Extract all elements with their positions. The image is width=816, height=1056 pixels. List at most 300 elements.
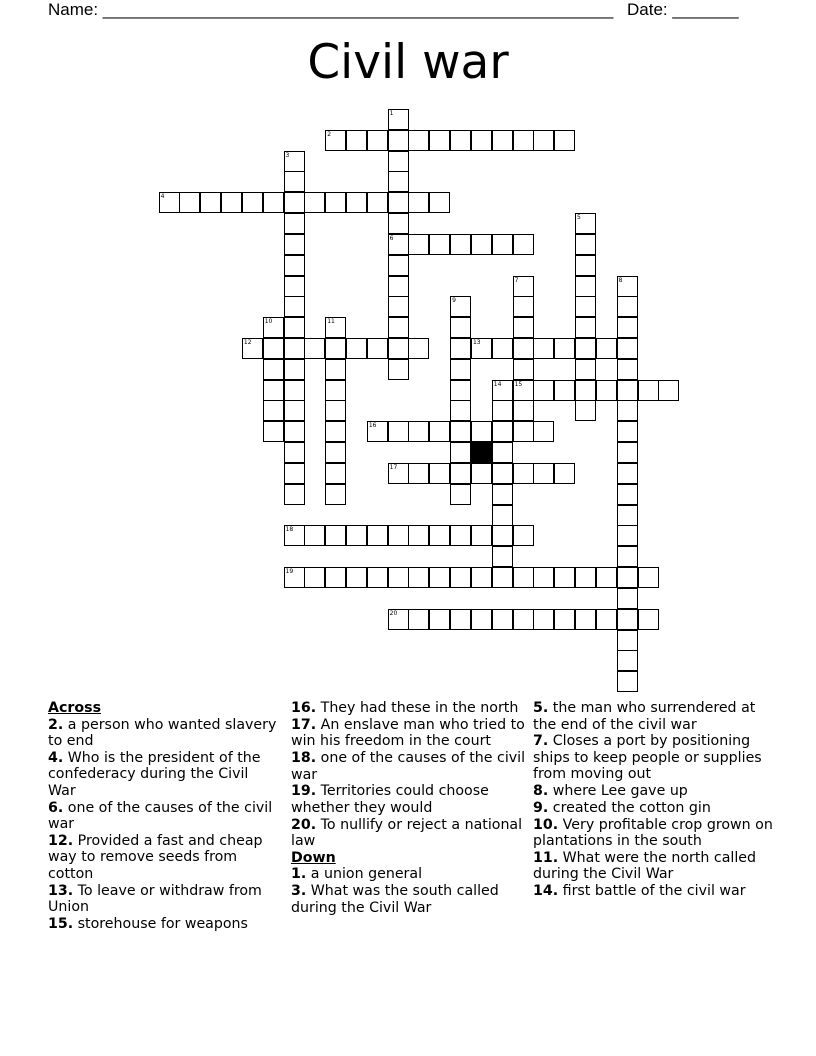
crossword-cell[interactable] bbox=[513, 525, 534, 546]
cell-letter-input[interactable] bbox=[389, 131, 408, 150]
crossword-cell[interactable] bbox=[429, 234, 450, 255]
cell-letter-input[interactable] bbox=[618, 547, 637, 566]
crossword-cell[interactable] bbox=[325, 484, 346, 505]
crossword-cell[interactable] bbox=[450, 234, 471, 255]
cell-letter-input[interactable] bbox=[347, 568, 366, 587]
crossword-cell[interactable] bbox=[492, 525, 513, 546]
cell-letter-input[interactable] bbox=[409, 339, 428, 358]
cell-letter-input[interactable] bbox=[514, 339, 533, 358]
cell-letter-input[interactable] bbox=[659, 381, 678, 400]
crossword-cell[interactable] bbox=[513, 421, 534, 442]
crossword-cell[interactable] bbox=[513, 317, 534, 338]
crossword-cell[interactable] bbox=[200, 192, 221, 213]
crossword-cell[interactable] bbox=[263, 359, 284, 380]
crossword-cell[interactable] bbox=[388, 276, 409, 297]
cell-letter-input[interactable] bbox=[305, 339, 324, 358]
cell-letter-input[interactable] bbox=[326, 401, 345, 420]
cell-letter-input[interactable] bbox=[618, 568, 637, 587]
cell-letter-input[interactable] bbox=[639, 568, 658, 587]
crossword-cell[interactable] bbox=[346, 338, 367, 359]
cell-letter-input[interactable] bbox=[326, 568, 345, 587]
cell-letter-input[interactable] bbox=[576, 235, 595, 254]
cell-letter-input[interactable] bbox=[514, 526, 533, 545]
crossword-cell[interactable] bbox=[284, 400, 305, 421]
crossword-cell[interactable] bbox=[304, 338, 325, 359]
crossword-cell[interactable] bbox=[284, 171, 305, 192]
crossword-cell[interactable] bbox=[617, 505, 638, 526]
cell-letter-input[interactable] bbox=[285, 256, 304, 275]
cell-letter-input[interactable] bbox=[472, 339, 491, 358]
crossword-cell[interactable] bbox=[596, 567, 617, 588]
crossword-cell[interactable] bbox=[471, 567, 492, 588]
cell-letter-input[interactable] bbox=[618, 485, 637, 504]
crossword-cell[interactable] bbox=[617, 671, 638, 692]
crossword-cell[interactable] bbox=[575, 276, 596, 297]
crossword-cell[interactable] bbox=[533, 421, 554, 442]
cell-letter-input[interactable] bbox=[493, 610, 512, 629]
cell-letter-input[interactable] bbox=[451, 381, 470, 400]
crossword-cell[interactable] bbox=[284, 255, 305, 276]
crossword-cell[interactable] bbox=[284, 296, 305, 317]
crossword-cell[interactable] bbox=[388, 171, 409, 192]
crossword-cell[interactable] bbox=[325, 380, 346, 401]
crossword-cell[interactable] bbox=[429, 192, 450, 213]
cell-letter-input[interactable] bbox=[472, 568, 491, 587]
cell-letter-input[interactable] bbox=[576, 568, 595, 587]
cell-letter-input[interactable] bbox=[389, 256, 408, 275]
cell-letter-input[interactable] bbox=[493, 547, 512, 566]
cell-letter-input[interactable] bbox=[389, 214, 408, 233]
cell-letter-input[interactable] bbox=[618, 381, 637, 400]
crossword-cell[interactable] bbox=[617, 630, 638, 651]
cell-letter-input[interactable] bbox=[555, 131, 574, 150]
cell-letter-input[interactable] bbox=[576, 277, 595, 296]
crossword-cell[interactable] bbox=[513, 234, 534, 255]
cell-letter-input[interactable] bbox=[368, 339, 387, 358]
crossword-cell[interactable] bbox=[388, 525, 409, 546]
crossword-cell[interactable] bbox=[492, 546, 513, 567]
cell-letter-input[interactable] bbox=[160, 193, 179, 212]
cell-letter-input[interactable] bbox=[389, 193, 408, 212]
crossword-cell[interactable] bbox=[471, 525, 492, 546]
crossword-cell[interactable] bbox=[533, 130, 554, 151]
crossword-cell[interactable] bbox=[388, 567, 409, 588]
crossword-cell[interactable] bbox=[575, 255, 596, 276]
crossword-cell[interactable] bbox=[617, 546, 638, 567]
cell-letter-input[interactable] bbox=[347, 193, 366, 212]
cell-letter-input[interactable] bbox=[430, 193, 449, 212]
cell-letter-input[interactable] bbox=[285, 214, 304, 233]
crossword-cell[interactable] bbox=[617, 296, 638, 317]
cell-letter-input[interactable] bbox=[389, 360, 408, 379]
cell-letter-input[interactable] bbox=[389, 110, 408, 129]
cell-letter-input[interactable] bbox=[347, 339, 366, 358]
crossword-cell[interactable] bbox=[304, 525, 325, 546]
crossword-cell[interactable] bbox=[284, 359, 305, 380]
crossword-cell[interactable] bbox=[263, 192, 284, 213]
crossword-cell[interactable] bbox=[617, 359, 638, 380]
cell-letter-input[interactable] bbox=[326, 526, 345, 545]
crossword-cell[interactable] bbox=[575, 234, 596, 255]
cell-letter-input[interactable] bbox=[326, 485, 345, 504]
crossword-cell[interactable] bbox=[367, 338, 388, 359]
cell-letter-input[interactable] bbox=[451, 235, 470, 254]
crossword-cell[interactable] bbox=[450, 380, 471, 401]
cell-letter-input[interactable] bbox=[597, 568, 616, 587]
cell-letter-input[interactable] bbox=[493, 381, 512, 400]
cell-letter-input[interactable] bbox=[514, 568, 533, 587]
cell-letter-input[interactable] bbox=[305, 193, 324, 212]
cell-letter-input[interactable] bbox=[409, 526, 428, 545]
cell-letter-input[interactable] bbox=[493, 339, 512, 358]
crossword-cell[interactable] bbox=[554, 130, 575, 151]
cell-letter-input[interactable] bbox=[514, 422, 533, 441]
crossword-cell[interactable] bbox=[367, 130, 388, 151]
crossword-cell[interactable] bbox=[533, 609, 554, 630]
crossword-cell[interactable] bbox=[575, 359, 596, 380]
crossword-cell[interactable] bbox=[388, 421, 409, 442]
crossword-cell[interactable] bbox=[367, 567, 388, 588]
crossword-cell[interactable] bbox=[388, 296, 409, 317]
cell-letter-input[interactable] bbox=[389, 318, 408, 337]
crossword-cell[interactable] bbox=[284, 317, 305, 338]
crossword-cell[interactable] bbox=[450, 609, 471, 630]
crossword-cell[interactable] bbox=[429, 609, 450, 630]
crossword-cell[interactable] bbox=[263, 421, 284, 442]
crossword-cell[interactable] bbox=[159, 192, 180, 213]
cell-letter-input[interactable] bbox=[576, 401, 595, 420]
cell-letter-input[interactable] bbox=[493, 235, 512, 254]
crossword-cell[interactable] bbox=[450, 400, 471, 421]
cell-letter-input[interactable] bbox=[305, 526, 324, 545]
crossword-cell[interactable] bbox=[638, 567, 659, 588]
crossword-cell[interactable] bbox=[554, 567, 575, 588]
crossword-cell[interactable] bbox=[617, 317, 638, 338]
cell-letter-input[interactable] bbox=[514, 318, 533, 337]
crossword-cell[interactable] bbox=[575, 400, 596, 421]
cell-letter-input[interactable] bbox=[618, 526, 637, 545]
crossword-cell[interactable] bbox=[242, 192, 263, 213]
cell-letter-input[interactable] bbox=[555, 568, 574, 587]
cell-letter-input[interactable] bbox=[514, 297, 533, 316]
cell-letter-input[interactable] bbox=[264, 401, 283, 420]
cell-letter-input[interactable] bbox=[243, 193, 262, 212]
crossword-cell[interactable] bbox=[513, 338, 534, 359]
cell-letter-input[interactable] bbox=[451, 422, 470, 441]
crossword-cell[interactable] bbox=[304, 567, 325, 588]
cell-letter-input[interactable] bbox=[514, 610, 533, 629]
crossword-cell[interactable] bbox=[284, 525, 305, 546]
crossword-cell[interactable] bbox=[596, 338, 617, 359]
cell-letter-input[interactable] bbox=[472, 422, 491, 441]
cell-letter-input[interactable] bbox=[285, 297, 304, 316]
cell-letter-input[interactable] bbox=[451, 131, 470, 150]
crossword-cell[interactable] bbox=[284, 567, 305, 588]
cell-letter-input[interactable] bbox=[618, 464, 637, 483]
cell-letter-input[interactable] bbox=[493, 464, 512, 483]
crossword-cell[interactable] bbox=[575, 609, 596, 630]
crossword-cell[interactable] bbox=[325, 338, 346, 359]
crossword-cell[interactable] bbox=[408, 567, 429, 588]
cell-letter-input[interactable] bbox=[389, 235, 408, 254]
crossword-cell[interactable] bbox=[325, 317, 346, 338]
crossword-cell[interactable] bbox=[408, 338, 429, 359]
crossword-cell[interactable] bbox=[575, 296, 596, 317]
crossword-cell[interactable] bbox=[325, 567, 346, 588]
crossword-cell[interactable] bbox=[513, 567, 534, 588]
cell-letter-input[interactable] bbox=[264, 318, 283, 337]
crossword-cell[interactable] bbox=[617, 567, 638, 588]
crossword-cell[interactable] bbox=[617, 588, 638, 609]
date-line[interactable]: Date: _______ bbox=[627, 0, 739, 19]
crossword-cell[interactable] bbox=[284, 442, 305, 463]
cell-letter-input[interactable] bbox=[409, 193, 428, 212]
cell-letter-input[interactable] bbox=[534, 422, 553, 441]
cell-letter-input[interactable] bbox=[493, 568, 512, 587]
cell-letter-input[interactable] bbox=[326, 131, 345, 150]
crossword-cell[interactable] bbox=[492, 484, 513, 505]
crossword-cell[interactable] bbox=[284, 338, 305, 359]
cell-letter-input[interactable] bbox=[264, 360, 283, 379]
crossword-cell[interactable] bbox=[346, 567, 367, 588]
crossword-cell[interactable] bbox=[638, 380, 659, 401]
crossword-cell[interactable] bbox=[554, 609, 575, 630]
crossword-cell[interactable] bbox=[554, 338, 575, 359]
crossword-cell[interactable] bbox=[575, 317, 596, 338]
cell-letter-input[interactable] bbox=[409, 422, 428, 441]
cell-letter-input[interactable] bbox=[389, 568, 408, 587]
cell-letter-input[interactable] bbox=[534, 131, 553, 150]
crossword-cell[interactable] bbox=[492, 421, 513, 442]
cell-letter-input[interactable] bbox=[285, 443, 304, 462]
cell-letter-input[interactable] bbox=[576, 610, 595, 629]
crossword-cell[interactable] bbox=[471, 234, 492, 255]
cell-letter-input[interactable] bbox=[514, 235, 533, 254]
cell-letter-input[interactable] bbox=[368, 131, 387, 150]
crossword-cell[interactable] bbox=[533, 380, 554, 401]
crossword-cell[interactable] bbox=[492, 400, 513, 421]
crossword-cell[interactable] bbox=[325, 400, 346, 421]
crossword-cell[interactable] bbox=[367, 421, 388, 442]
cell-letter-input[interactable] bbox=[472, 235, 491, 254]
cell-letter-input[interactable] bbox=[347, 526, 366, 545]
cell-letter-input[interactable] bbox=[451, 360, 470, 379]
crossword-cell[interactable] bbox=[367, 192, 388, 213]
cell-letter-input[interactable] bbox=[389, 172, 408, 191]
crossword-cell[interactable] bbox=[284, 380, 305, 401]
cell-letter-input[interactable] bbox=[285, 193, 304, 212]
cell-letter-input[interactable] bbox=[597, 381, 616, 400]
crossword-cell[interactable] bbox=[513, 276, 534, 297]
cell-letter-input[interactable] bbox=[618, 401, 637, 420]
crossword-cell[interactable] bbox=[388, 317, 409, 338]
crossword-cell[interactable] bbox=[325, 359, 346, 380]
crossword-cell[interactable] bbox=[533, 567, 554, 588]
crossword-cell[interactable] bbox=[617, 421, 638, 442]
cell-letter-input[interactable] bbox=[534, 381, 553, 400]
cell-letter-input[interactable] bbox=[285, 360, 304, 379]
cell-letter-input[interactable] bbox=[285, 152, 304, 171]
cell-letter-input[interactable] bbox=[430, 422, 449, 441]
crossword-cell[interactable] bbox=[575, 380, 596, 401]
cell-letter-input[interactable] bbox=[389, 526, 408, 545]
cell-letter-input[interactable] bbox=[451, 610, 470, 629]
crossword-cell[interactable] bbox=[408, 192, 429, 213]
crossword-cell[interactable] bbox=[346, 130, 367, 151]
crossword-cell[interactable] bbox=[263, 317, 284, 338]
cell-letter-input[interactable] bbox=[534, 339, 553, 358]
crossword-cell[interactable] bbox=[325, 192, 346, 213]
crossword-cell[interactable] bbox=[617, 525, 638, 546]
crossword-cell[interactable] bbox=[408, 421, 429, 442]
crossword-cell[interactable] bbox=[513, 380, 534, 401]
cell-letter-input[interactable] bbox=[618, 651, 637, 670]
crossword-cell[interactable] bbox=[284, 421, 305, 442]
crossword-cell[interactable] bbox=[450, 359, 471, 380]
crossword-cell[interactable] bbox=[325, 525, 346, 546]
cell-letter-input[interactable] bbox=[222, 193, 241, 212]
cell-letter-input[interactable] bbox=[493, 422, 512, 441]
cell-letter-input[interactable] bbox=[576, 381, 595, 400]
cell-letter-input[interactable] bbox=[180, 193, 199, 212]
crossword-cell[interactable] bbox=[492, 130, 513, 151]
cell-letter-input[interactable] bbox=[618, 506, 637, 525]
cell-letter-input[interactable] bbox=[285, 568, 304, 587]
cell-letter-input[interactable] bbox=[409, 464, 428, 483]
crossword-cell[interactable] bbox=[471, 130, 492, 151]
crossword-cell[interactable] bbox=[388, 338, 409, 359]
crossword-cell[interactable] bbox=[450, 525, 471, 546]
crossword-cell[interactable] bbox=[346, 525, 367, 546]
crossword-cell[interactable] bbox=[492, 609, 513, 630]
cell-letter-input[interactable] bbox=[389, 152, 408, 171]
crossword-cell[interactable] bbox=[617, 463, 638, 484]
crossword-cell[interactable] bbox=[429, 463, 450, 484]
cell-letter-input[interactable] bbox=[493, 485, 512, 504]
crossword-cell[interactable] bbox=[429, 567, 450, 588]
cell-letter-input[interactable] bbox=[326, 339, 345, 358]
crossword-cell[interactable] bbox=[284, 276, 305, 297]
crossword-cell[interactable] bbox=[388, 192, 409, 213]
crossword-cell[interactable] bbox=[617, 338, 638, 359]
cell-letter-input[interactable] bbox=[514, 401, 533, 420]
cell-letter-input[interactable] bbox=[430, 568, 449, 587]
crossword-cell[interactable] bbox=[263, 338, 284, 359]
cell-letter-input[interactable] bbox=[243, 339, 262, 358]
cell-letter-input[interactable] bbox=[514, 381, 533, 400]
crossword-cell[interactable] bbox=[617, 650, 638, 671]
crossword-cell[interactable] bbox=[513, 400, 534, 421]
cell-letter-input[interactable] bbox=[618, 339, 637, 358]
cell-letter-input[interactable] bbox=[639, 381, 658, 400]
crossword-cell[interactable] bbox=[408, 463, 429, 484]
crossword-cell[interactable] bbox=[617, 484, 638, 505]
cell-letter-input[interactable] bbox=[368, 422, 387, 441]
cell-letter-input[interactable] bbox=[576, 360, 595, 379]
crossword-cell[interactable] bbox=[554, 463, 575, 484]
cell-letter-input[interactable] bbox=[597, 610, 616, 629]
cell-letter-input[interactable] bbox=[451, 318, 470, 337]
cell-letter-input[interactable] bbox=[451, 401, 470, 420]
crossword-cell[interactable] bbox=[388, 255, 409, 276]
cell-letter-input[interactable] bbox=[285, 526, 304, 545]
cell-letter-input[interactable] bbox=[618, 297, 637, 316]
crossword-cell[interactable] bbox=[284, 484, 305, 505]
cell-letter-input[interactable] bbox=[389, 610, 408, 629]
cell-letter-input[interactable] bbox=[576, 256, 595, 275]
crossword-cell[interactable] bbox=[325, 421, 346, 442]
cell-letter-input[interactable] bbox=[576, 297, 595, 316]
cell-letter-input[interactable] bbox=[534, 464, 553, 483]
crossword-cell[interactable] bbox=[388, 109, 409, 130]
cell-letter-input[interactable] bbox=[264, 339, 283, 358]
cell-letter-input[interactable] bbox=[555, 339, 574, 358]
crossword-cell[interactable] bbox=[388, 463, 409, 484]
crossword-cell[interactable] bbox=[408, 130, 429, 151]
cell-letter-input[interactable] bbox=[285, 381, 304, 400]
crossword-cell[interactable] bbox=[450, 130, 471, 151]
cell-letter-input[interactable] bbox=[326, 464, 345, 483]
cell-letter-input[interactable] bbox=[285, 277, 304, 296]
crossword-cell[interactable] bbox=[325, 130, 346, 151]
crossword-cell[interactable] bbox=[575, 567, 596, 588]
crossword-cell[interactable] bbox=[513, 359, 534, 380]
cell-letter-input[interactable] bbox=[368, 193, 387, 212]
cell-letter-input[interactable] bbox=[618, 443, 637, 462]
cell-letter-input[interactable] bbox=[534, 568, 553, 587]
cell-letter-input[interactable] bbox=[389, 464, 408, 483]
cell-letter-input[interactable] bbox=[389, 422, 408, 441]
cell-letter-input[interactable] bbox=[201, 193, 220, 212]
crossword-cell[interactable] bbox=[429, 525, 450, 546]
crossword-cell[interactable] bbox=[388, 359, 409, 380]
crossword-cell[interactable] bbox=[450, 317, 471, 338]
cell-letter-input[interactable] bbox=[285, 339, 304, 358]
cell-letter-input[interactable] bbox=[576, 318, 595, 337]
crossword-cell[interactable] bbox=[284, 192, 305, 213]
crossword-cell[interactable] bbox=[284, 234, 305, 255]
cell-letter-input[interactable] bbox=[534, 610, 553, 629]
cell-letter-input[interactable] bbox=[326, 443, 345, 462]
crossword-cell[interactable] bbox=[492, 505, 513, 526]
crossword-cell[interactable] bbox=[450, 338, 471, 359]
crossword-cell[interactable] bbox=[533, 463, 554, 484]
cell-letter-input[interactable] bbox=[555, 610, 574, 629]
crossword-cell[interactable] bbox=[450, 421, 471, 442]
crossword-cell[interactable] bbox=[596, 609, 617, 630]
cell-letter-input[interactable] bbox=[285, 422, 304, 441]
crossword-cell[interactable] bbox=[492, 567, 513, 588]
cell-letter-input[interactable] bbox=[618, 610, 637, 629]
crossword-cell[interactable] bbox=[284, 463, 305, 484]
crossword-cell[interactable] bbox=[408, 234, 429, 255]
crossword-cell[interactable] bbox=[492, 463, 513, 484]
cell-letter-input[interactable] bbox=[493, 526, 512, 545]
cell-letter-input[interactable] bbox=[285, 318, 304, 337]
crossword-cell[interactable] bbox=[304, 192, 325, 213]
crossword-cell[interactable] bbox=[554, 380, 575, 401]
cell-letter-input[interactable] bbox=[430, 131, 449, 150]
cell-letter-input[interactable] bbox=[409, 235, 428, 254]
crossword-cell[interactable] bbox=[325, 463, 346, 484]
cell-letter-input[interactable] bbox=[430, 610, 449, 629]
cell-letter-input[interactable] bbox=[555, 381, 574, 400]
cell-letter-input[interactable] bbox=[409, 610, 428, 629]
crossword-cell[interactable] bbox=[242, 338, 263, 359]
cell-letter-input[interactable] bbox=[451, 568, 470, 587]
cell-letter-input[interactable] bbox=[472, 610, 491, 629]
crossword-cell[interactable] bbox=[492, 234, 513, 255]
